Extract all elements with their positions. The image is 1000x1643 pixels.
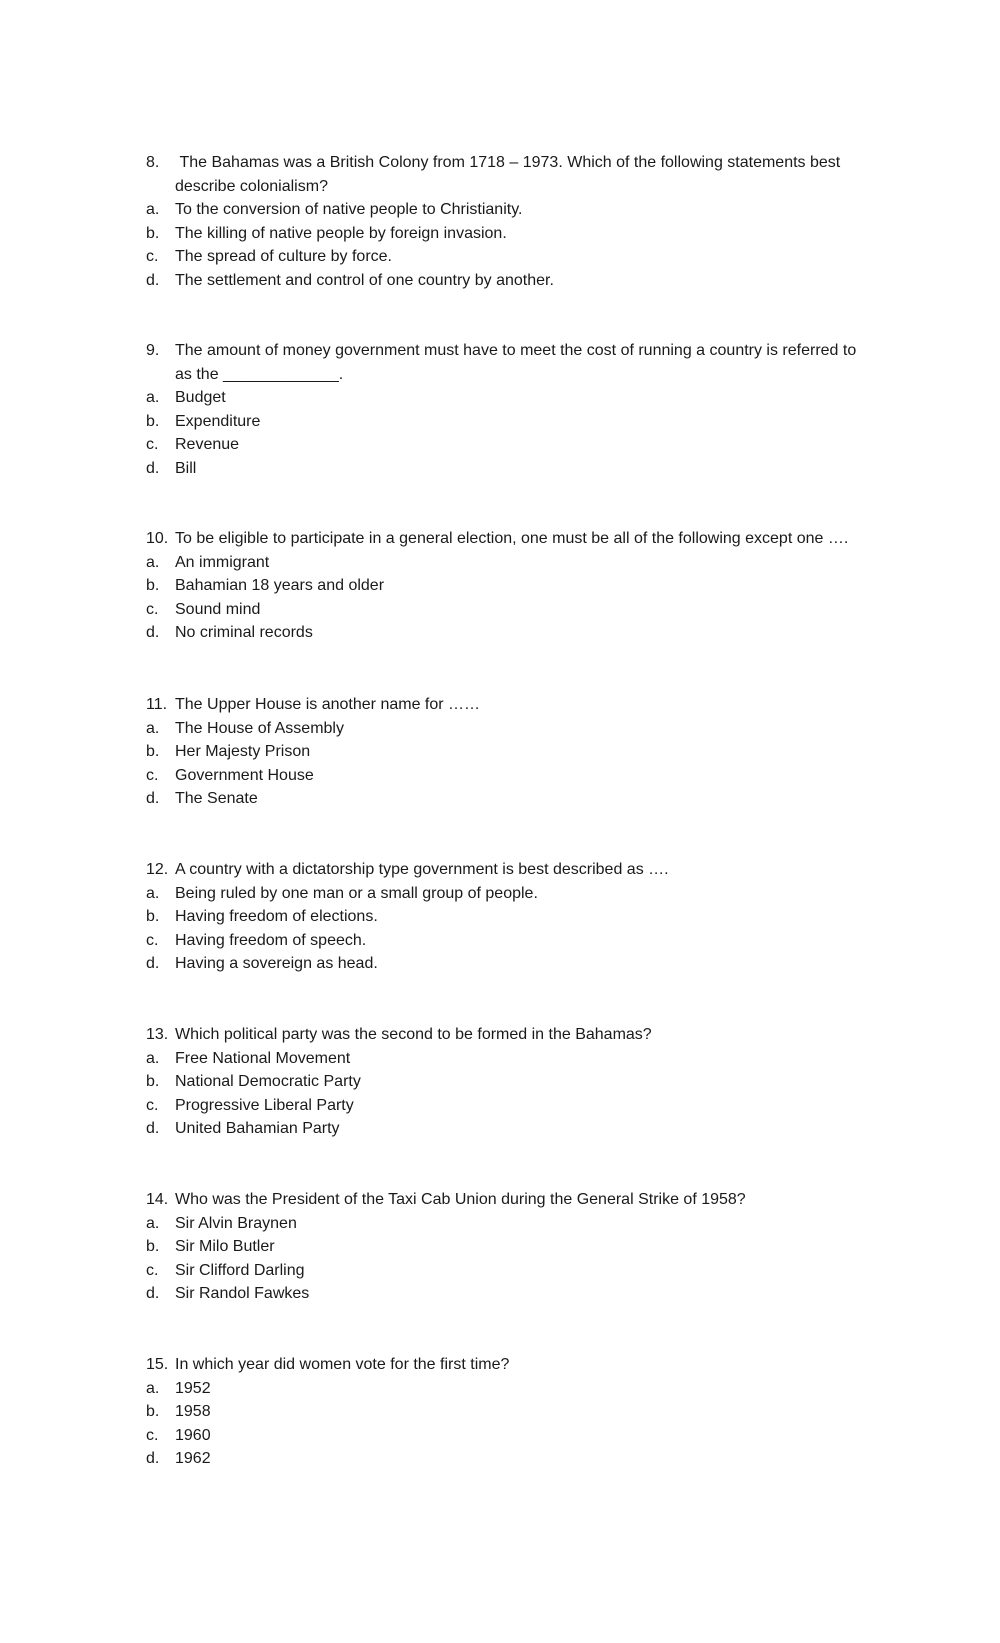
option-text: Revenue [175, 436, 240, 453]
question-number: 12. [146, 861, 169, 878]
answer-option-c[interactable] [146, 1094, 876, 1118]
option-letter: a. [146, 884, 160, 902]
option-text: Budget [175, 389, 226, 406]
option-text: Government House [175, 766, 314, 784]
option-text: 1958 [175, 1403, 211, 1420]
option-text: No criminal records [175, 624, 313, 641]
question-text: Which political party was the second to be formed in the Bahamas? [175, 1026, 652, 1043]
option-letter: c. [146, 931, 159, 949]
option-letter: b. [146, 412, 160, 430]
option-text: 1960 [175, 1426, 211, 1444]
option-letter: c. [146, 1261, 159, 1279]
question-number: 11. [146, 696, 168, 713]
option-letter: a. [146, 1214, 160, 1232]
answer-option-a[interactable] [146, 1377, 876, 1401]
option-text: To the conversion of native people to Christianity. [175, 201, 523, 218]
option-text: Sir Alvin Braynen [175, 1214, 297, 1232]
option-text: The killing of native people by foreign invasion. [175, 224, 507, 242]
question-stem [146, 151, 876, 198]
answer-option-c[interactable] [146, 433, 876, 457]
answer-option-d[interactable] [146, 1117, 876, 1141]
answer-option-c[interactable] [146, 598, 876, 622]
question-text: The amount of money government must have to meet the cost of running a country is referred to as the _____________. [175, 342, 857, 383]
option-text: Having freedom of speech. [175, 931, 367, 949]
option-text: Having a sovereign as head. [175, 955, 378, 972]
option-text: Free National Movement [175, 1049, 351, 1067]
option-letter: d. [146, 1285, 160, 1302]
option-letter: c. [146, 436, 159, 453]
question-number: 15. [146, 1356, 169, 1373]
option-letter: c. [146, 766, 159, 784]
answer-option-a[interactable] [146, 717, 876, 741]
option-letter: c. [146, 248, 159, 265]
option-text: The settlement and control of one country by another. [175, 271, 554, 289]
option-letter: d. [146, 459, 160, 477]
answer-option-b[interactable] [146, 740, 876, 764]
option-letter: d. [146, 790, 160, 807]
option-text: Bahamian 18 years and older [175, 577, 385, 594]
option-letter: b. [146, 224, 160, 242]
option-text: Bill [175, 459, 197, 477]
option-letter: d. [146, 1120, 160, 1137]
question-stem [146, 527, 876, 551]
option-letter: a. [146, 1379, 160, 1397]
answer-option-c[interactable] [146, 245, 876, 269]
option-letter: c. [146, 600, 159, 618]
option-text: Progressive Liberal Party [175, 1096, 354, 1114]
option-text: Sir Randol Fawkes [175, 1285, 310, 1302]
question-text: The Upper House is another name for …… [175, 696, 481, 713]
answer-option-b[interactable] [146, 1400, 876, 1424]
option-text: Sound mind [175, 600, 261, 618]
option-letter: b. [146, 1403, 160, 1420]
answer-option-c[interactable] [146, 1424, 876, 1448]
question-text: A country with a dictatorship type government is best described as …. [175, 861, 669, 878]
answer-option-d[interactable] [146, 1447, 876, 1471]
answer-option-a[interactable] [146, 198, 876, 222]
option-text: Her Majesty Prison [175, 743, 311, 760]
question-10 [146, 527, 876, 645]
option-text: The spread of culture by force. [175, 248, 392, 265]
question-8 [146, 151, 876, 292]
option-text: The Senate [175, 790, 258, 807]
option-letter: a. [146, 389, 160, 406]
question-text: Who was the President of the Taxi Cab Union during the General Strike of 1958? [175, 1191, 746, 1208]
answer-option-a[interactable] [146, 1047, 876, 1071]
option-letter: b. [146, 908, 160, 925]
answer-option-b[interactable] [146, 1235, 876, 1259]
question-stem [146, 339, 876, 386]
question-number: 13. [146, 1026, 169, 1043]
option-letter: b. [146, 1238, 160, 1255]
option-letter: a. [146, 719, 160, 737]
question-text: The Bahamas was a British Colony from 1718 – 1973. Which of the following statements best describe colonialism? [175, 154, 845, 195]
option-letter: d. [146, 1450, 160, 1467]
answer-option-b[interactable] [146, 222, 876, 246]
answer-option-d[interactable] [146, 621, 876, 645]
answer-option-b[interactable] [146, 1070, 876, 1094]
question-text: In which year did women vote for the first time? [175, 1356, 510, 1373]
option-text: Having freedom of elections. [175, 908, 378, 925]
option-text: National Democratic Party [175, 1073, 361, 1090]
option-letter: d. [146, 271, 160, 289]
answer-option-d[interactable] [146, 269, 876, 293]
option-text: Being ruled by one man or a small group of people. [175, 884, 538, 902]
question-12 [146, 858, 876, 976]
option-letter: a. [146, 553, 160, 571]
answer-option-c[interactable] [146, 929, 876, 953]
option-text: United Bahamian Party [175, 1120, 340, 1137]
option-text: Expenditure [175, 412, 261, 430]
question-stem [146, 1188, 876, 1212]
answer-option-a[interactable] [146, 386, 876, 410]
answer-option-d[interactable] [146, 952, 876, 976]
answer-option-a[interactable] [146, 551, 876, 575]
answer-option-d[interactable] [146, 787, 876, 811]
question-9 [146, 339, 876, 480]
option-text: An immigrant [175, 553, 270, 571]
answer-option-a[interactable] [146, 1212, 876, 1236]
option-text: The House of Assembly [175, 719, 344, 737]
option-letter: b. [146, 1073, 160, 1090]
option-letter: d. [146, 955, 160, 972]
question-stem [146, 1353, 876, 1377]
option-letter: c. [146, 1096, 159, 1114]
question-14 [146, 1188, 876, 1306]
option-text: 1962 [175, 1450, 211, 1467]
option-letter: b. [146, 743, 160, 760]
option-letter: d. [146, 624, 160, 641]
answer-option-c[interactable] [146, 1259, 876, 1283]
answer-option-b[interactable] [146, 905, 876, 929]
answer-option-b[interactable] [146, 574, 876, 598]
option-letter: c. [146, 1426, 159, 1444]
question-13 [146, 1023, 876, 1141]
question-number: 10. [146, 530, 169, 547]
question-11 [146, 693, 876, 811]
question-stem [146, 1023, 876, 1047]
answer-option-b[interactable] [146, 410, 876, 434]
question-text: To be eligible to participate in a general election, one must be all of the following except one …. [175, 530, 849, 547]
answer-option-d[interactable] [146, 1282, 876, 1306]
option-letter: a. [146, 1049, 160, 1067]
question-15 [146, 1353, 876, 1471]
question-stem [146, 693, 876, 717]
answer-option-a[interactable] [146, 882, 876, 906]
question-number: 8. [146, 154, 160, 171]
question-number: 9. [146, 342, 160, 359]
answer-option-c[interactable] [146, 764, 876, 788]
option-letter: a. [146, 201, 160, 218]
option-text: Sir Clifford Darling [175, 1261, 305, 1279]
option-letter: b. [146, 577, 160, 594]
question-number: 14. [146, 1191, 169, 1208]
question-stem [146, 858, 876, 882]
answer-option-d[interactable] [146, 457, 876, 481]
option-text: Sir Milo Butler [175, 1238, 275, 1255]
option-text: 1952 [175, 1379, 211, 1397]
